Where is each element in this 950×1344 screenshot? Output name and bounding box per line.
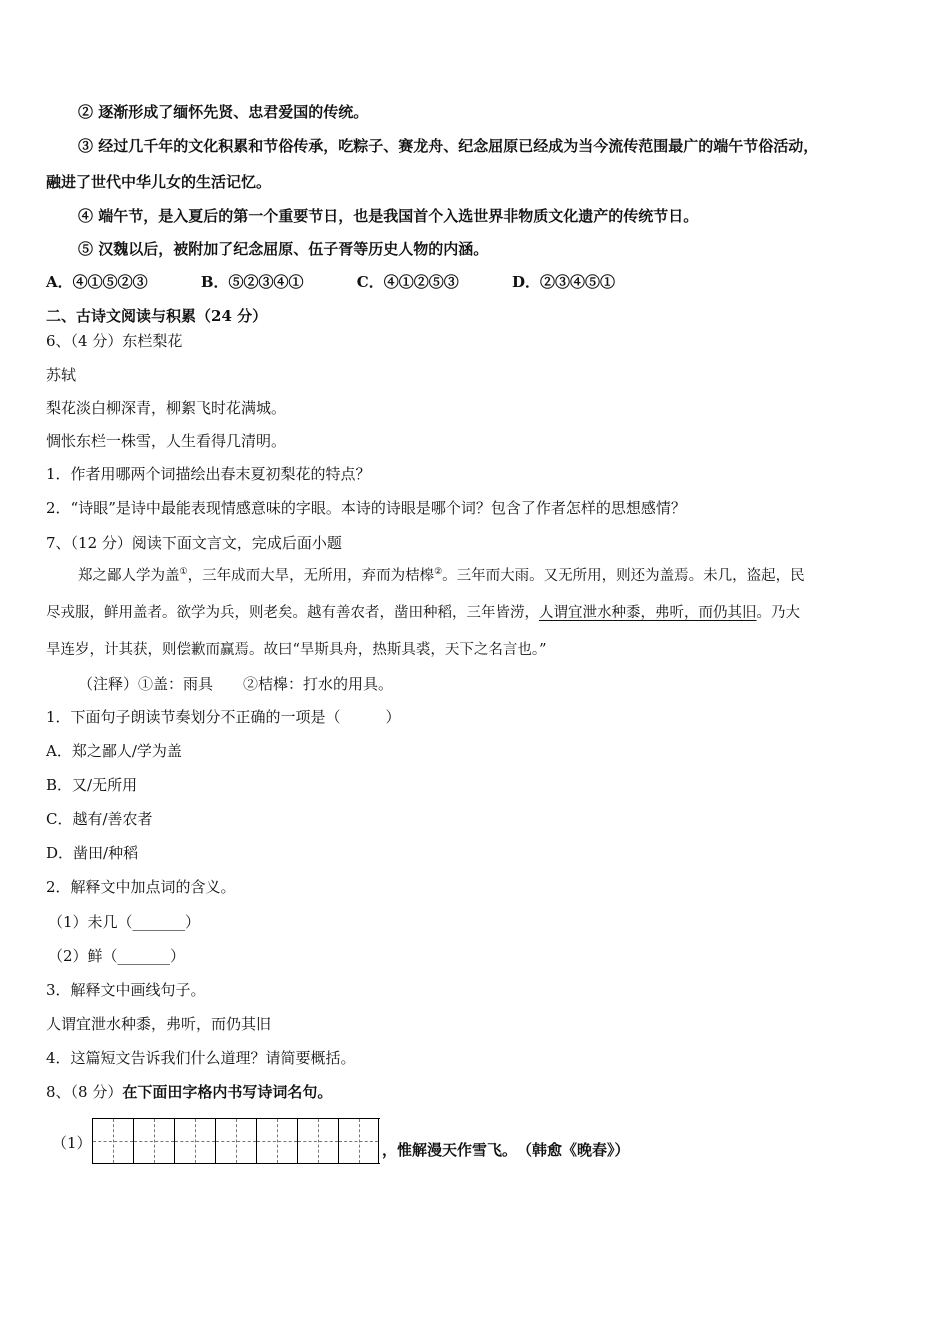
option-a: A．④①⑤②③ (46, 273, 148, 291)
q6-question1: 1．作者用哪两个词描绘出春末夏初梨花的特点？ (46, 465, 371, 483)
underlined-sentence: 人谓宜泄水种黍，弗听，而仍其旧 (539, 605, 757, 621)
q7-notes: （注释）①盖：雨具 ②桔槔：打水的用具。 (78, 675, 394, 693)
grid-cell[interactable] (174, 1119, 215, 1163)
q7-passage-line3: 旱连岁，计其获，则偿歉而赢焉。故曰“旱斯具舟，热斯具裘，天下之名言也。” (46, 642, 547, 658)
answer-options (46, 272, 904, 292)
sentence-3-line2: 融进了世代中华儿女的生活记忆。 (46, 173, 272, 191)
q6-poem-line2: 惆怅东栏一株雪，人生看得几清明。 (46, 432, 287, 450)
q7-option-a: A．郑之鄙人/学为盖 (46, 742, 182, 760)
q7-subq1: 1．下面句子朗读节奏划分不正确的一项是（ ） (46, 708, 401, 726)
q8-item1-tail: ，惟解漫天作雪飞。 （韩愈《晚春》） (382, 1141, 630, 1159)
q7-option-c: C．越有/善农者 (46, 810, 153, 828)
q7-subq3: 3．解释文中画线句子。 (46, 981, 206, 999)
tianzige-grid[interactable] (92, 1118, 380, 1164)
grid-cell[interactable] (215, 1119, 256, 1163)
q7-subq4: 4．这篇短文告诉我们什么道理？请简要概括。 (46, 1049, 356, 1067)
sentence-3-line1: ③ 经过几千年的文化积累和节俗传承，吃粽子、赛龙舟、纪念屈原已经成为当今流传范围最广的端午节俗活动， (78, 137, 819, 155)
sentence-2: ② 逐渐形成了缅怀先贤、忠君爱国的传统。 (78, 103, 369, 121)
q7-option-b: B．又/无所用 (46, 776, 138, 794)
q8-item1 (46, 1118, 906, 1166)
option-d: D．②③④⑤① (511, 273, 615, 291)
q7-passage-line1: 郑之鄙人学为盖①，三年成而大旱，无所用，弃而为桔槔②。三年而大雨。又无所用，则还为盖焉。未几，盗起，民 (78, 567, 805, 584)
q7-subq3-sentence: 人谓宜泄水种黍，弗听，而仍其旧 (46, 1015, 272, 1033)
q7-subq2-item2: （2）鲜（_______） (48, 947, 186, 965)
q6-question2: 2．“诗眼”是诗中最能表现情感意味的字眼。本诗的诗眼是哪个词？包含了作者怎样的思想感情？ (46, 499, 686, 517)
grid-cell[interactable] (338, 1119, 379, 1163)
q6-title: 6、（4 分）东栏梨花 (46, 332, 183, 350)
option-b: B．⑤②③④① (200, 273, 304, 291)
q6-author: 苏轼 (46, 366, 77, 384)
q7-option-d: D．凿田/种稻 (46, 844, 139, 862)
q7-passage-line2: 尽戎服，鲜用盖者。欲学为兵，则老矣。越有善农者，凿田种稻，三年皆涝，人谓宜泄水种黍，弗听，而仍其旧。乃大 (46, 605, 800, 621)
q7-subq2: 2．解释文中加点词的含义。 (46, 878, 236, 896)
q8-item1-label: （1） (52, 1134, 92, 1152)
q7-title: 7、（12 分）阅读下面文言文，完成后面小题 (46, 534, 342, 552)
sentence-4: ④ 端午节，是入夏后的第一个重要节日，也是我国首个入选世界非物质文化遗产的传统节日。 (78, 207, 699, 225)
q6-poem-line1: 梨花淡白柳深青，柳絮飞时花满城。 (46, 399, 287, 417)
grid-cell[interactable] (133, 1119, 174, 1163)
q7-subq2-item1: （1）未几（_______） (48, 913, 201, 931)
grid-cell[interactable] (92, 1119, 133, 1163)
grid-cell[interactable] (297, 1119, 338, 1163)
grid-cell[interactable] (256, 1119, 297, 1163)
section-heading: 二、古诗文阅读与积累（24 分） (46, 307, 268, 325)
q8-title: 8、（8 分）在下面田字格内书写诗词名句。 (46, 1083, 333, 1101)
option-c: C．④①②⑤③ (356, 273, 459, 291)
sentence-5: ⑤ 汉魏以后，被附加了纪念屈原、伍子胥等历史人物的内涵。 (78, 240, 489, 258)
